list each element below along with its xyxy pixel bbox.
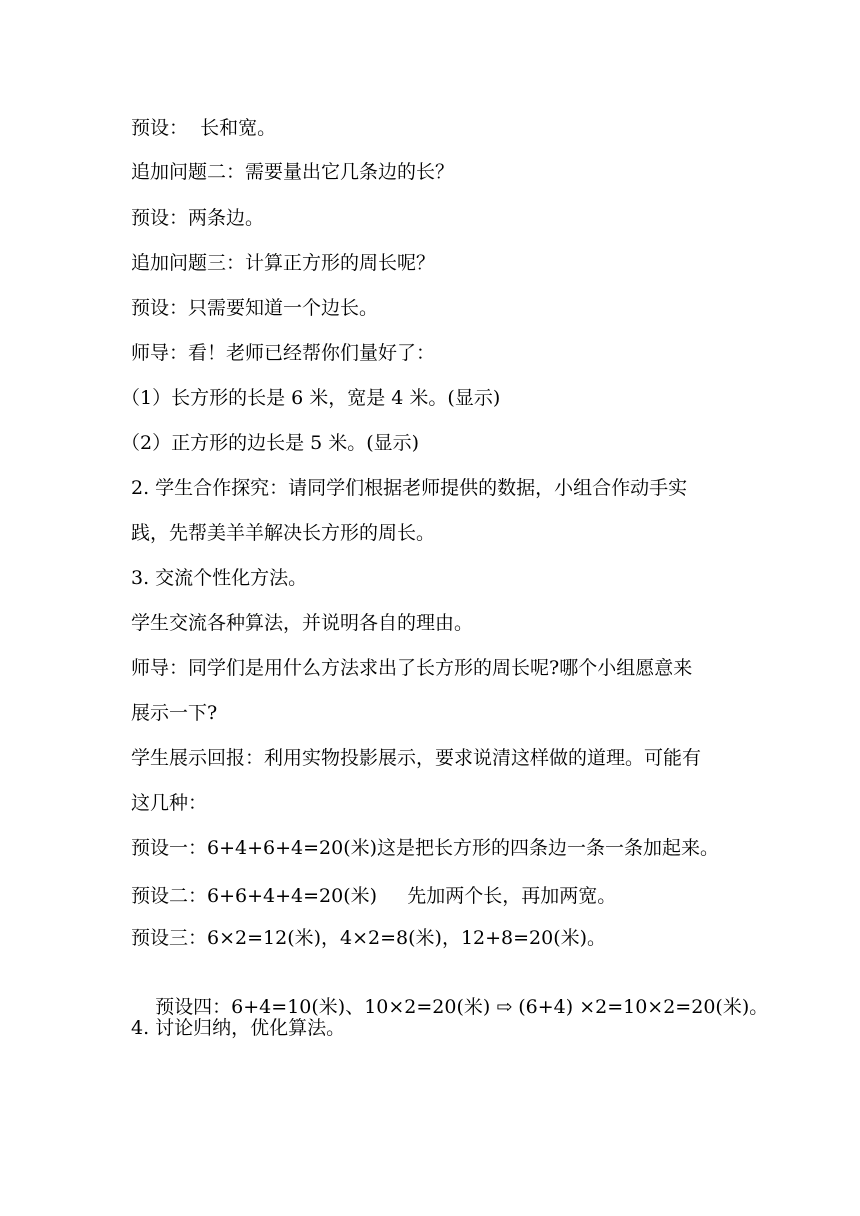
- text-line-16: 这几种：: [131, 792, 208, 814]
- text-line-2: 追加问题二：需要量出它几条边的长？: [131, 161, 455, 183]
- text-line-14: 展示一下?: [131, 702, 218, 724]
- text-line-11: 3. 交流个性化方法。: [131, 567, 308, 589]
- text-line-15: 学生展示回报：利用实物投影展示，要求说清这样做的道理。可能有: [131, 747, 702, 769]
- text-line-8: （2）正方形的边长是 5 米。(显示): [121, 432, 420, 454]
- text-line-21: 4. 讨论归纳，优化算法。: [131, 1017, 346, 1039]
- text-line-4: 追加问题三：计算正方形的周长呢？: [131, 252, 436, 274]
- text-line-1: 预设： 长和宽。: [131, 117, 277, 139]
- text-line-7: （1）长方形的长是 6 米，宽是 4 米。(显示): [121, 387, 501, 409]
- text-line-10: 践，先帮美羊羊解决长方形的周长。: [131, 522, 436, 544]
- text-line-20-before: 预设四：6+4=10(米)、10×2=20(米): [155, 996, 491, 1018]
- text-line-12: 学生交流各种算法，并说明各自的理由。: [131, 612, 474, 634]
- text-line-6: 师导：看！老师已经帮你们量好了：: [131, 342, 436, 364]
- text-line-19: 预设三：6×2=12(米)，4×2=8(米)，12+8=20(米)。: [131, 927, 607, 949]
- right-arrow-icon: ⇨: [496, 996, 513, 1018]
- text-line-17: 预设一：6+4+6+4=20(米)这是把长方形的四条边一条一条加起来。: [131, 837, 720, 859]
- text-line-3: 预设：两条边。: [131, 207, 265, 229]
- text-line-20-after: (6+4) ×2=10×2=20(米)。: [518, 996, 769, 1018]
- text-line-9: 2. 学生合作探究：请同学们根据老师提供的数据，小组合作动手实: [131, 477, 688, 499]
- text-line-13: 师导：同学们是用什么方法求出了长方形的周长呢?哪个小组愿意来: [131, 657, 693, 679]
- text-line-18: 预设二：6+6+4+4=20(米) 先加两个长，再加两宽。: [131, 885, 617, 907]
- text-line-5: 预设：只需要知道一个边长。: [131, 297, 379, 319]
